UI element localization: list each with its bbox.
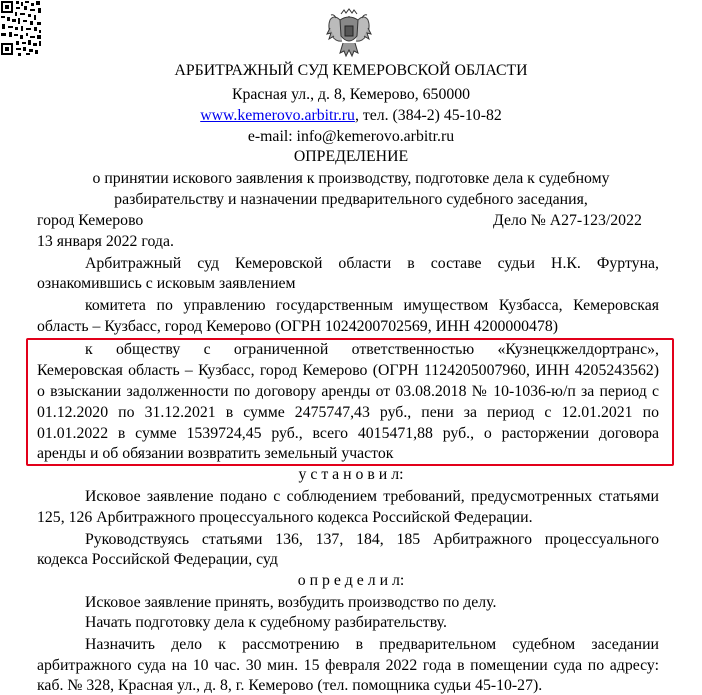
case-number: Дело № А27-123/2022 — [493, 212, 642, 229]
claim-line-3: 01.01.2022 в сумме 1539724,45 руб., всего 4015471,88 руб., о расторжении договора — [37, 425, 659, 442]
qr-code-icon — [0, 0, 42, 57]
court-email: e-mail: info@kemerovo.arbitr.ru — [247, 128, 455, 145]
hearing-line-1: Назначить дело к рассмотрению в предварительном судебном заседании — [85, 636, 659, 653]
city: город Кемерово — [37, 212, 144, 229]
ruling-item-1: Исковое заявление принять, возбудить производство по делу. — [85, 594, 497, 611]
ustanovil-heading: у с т а н о в и л: — [298, 466, 404, 483]
defendant-line-2: Кемеровская область – Кузбасс, город Кемерово (ОГРН 1124205007960, ИНН 4205243562) — [37, 362, 659, 379]
ruling-item-2: Начать подготовку дела к судебному разбирательству. — [85, 614, 447, 631]
court-name: АРБИТРАЖНЫЙ СУД КЕМЕРОВСКОЙ ОБЛАСТИ — [174, 62, 528, 79]
finding-line-2: 125, 126 Арбитражного процессуального кодекса Российской Федерации. — [37, 509, 533, 526]
opredelil-heading: о п р е д е л и л: — [297, 572, 405, 589]
plaintiff-line-2: область – Кузбасс, город Кемерово (ОГРН 1024200702569, ИНН 4200000478) — [37, 318, 559, 335]
finding-line-1: Исковое заявление подано с соблюдением требований, предусмотренных статьями — [85, 488, 659, 505]
basis-line-1: Руководствуясь статьями 136, 137, 184, 185 Арбитражного процессуального — [85, 531, 659, 548]
court-address: Красная ул., д. 8, Кемерово, 650000 — [231, 86, 471, 103]
intro-line-2: ознакомившись с исковым заявлением — [37, 275, 296, 292]
intro-line-1: Арбитражный суд Кемеровской области в составе судьи Н.К. Фуртуна, — [85, 255, 659, 272]
court-phone: , тел. (384-2) 45-10-82 — [354, 107, 502, 124]
basis-line-2: кодекса Российской Федерации, суд — [37, 551, 278, 568]
plaintiff-line-1: комитета по управлению государственным имуществом Кузбасса, Кемеровская — [85, 297, 659, 314]
defendant-line-1: к обществу с ограниченной ответственностью «Кузнецкжелдортранс», — [85, 341, 659, 358]
contacts-line — [0, 107, 702, 125]
document-type: ОПРЕДЕЛЕНИЕ — [293, 148, 409, 165]
subject-line-2: разбирательству и назначении предварительного судебного заседания, — [114, 191, 588, 208]
claim-line-1: о взыскании задолженности по договору аренды от 03.08.2018 № 10-1036-ю/п за период с — [37, 383, 659, 400]
russian-coat-of-arms-icon — [326, 8, 372, 60]
court-website-link[interactable]: www.kemerovo.arbitr.ru — [200, 107, 355, 124]
document-date: 13 января 2022 года. — [37, 233, 174, 250]
subject-line-1: о принятии искового заявления к производству, подготовке дела к судебному — [92, 170, 610, 187]
claim-line-2: 01.12.2020 по 31.12.2021 в сумме 2475747,43 руб., пени за период с 12.01.2021 по — [37, 404, 659, 421]
hearing-line-2: арбитражного суда на 10 час. 30 мин. 15 февраля 2022 года в помещении суда по адресу: — [37, 657, 659, 674]
claim-line-4: аренды и об обязании возвратить земельный участок — [37, 445, 394, 462]
hearing-line-3: каб. № 328, Красная ул., д. 8, г. Кемерово (тел. помощника судьи 45-10-27). — [37, 677, 543, 694]
